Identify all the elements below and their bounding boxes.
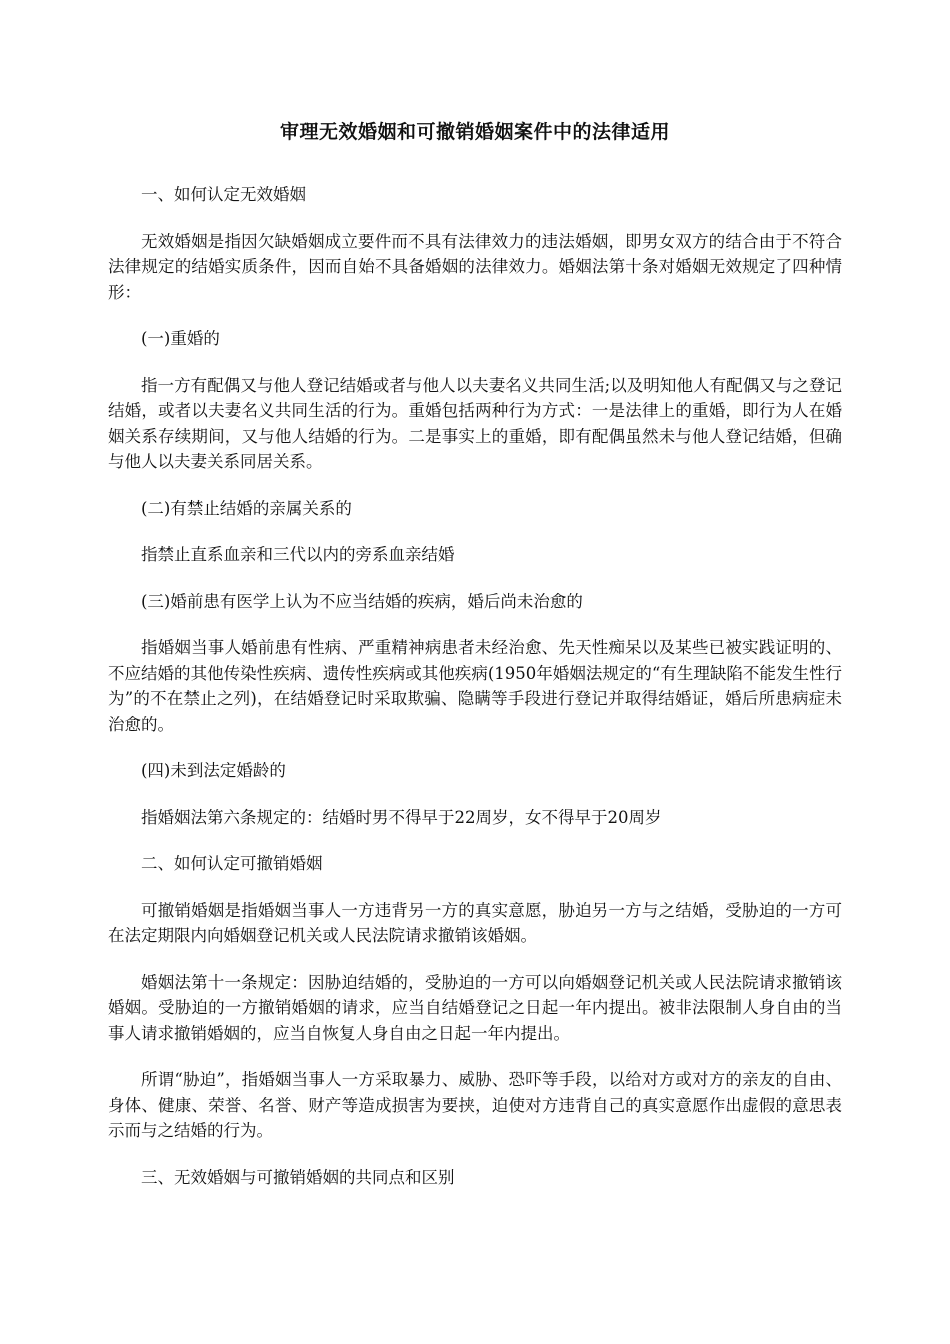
paragraph-invalid-marriage-definition: 无效婚姻是指因欠缺婚姻成立要件而不具有法律效力的违法婚姻，即男女双方的结合由于不符合法律规定的结婚实质条件，因而自始不具备婚姻的法律效力。婚姻法第十条对婚姻无效规定了四种情形： bbox=[108, 231, 842, 302]
subheading-disease: (三)婚前患有医学上认为不应当结婚的疾病，婚后尚未治愈的 bbox=[141, 591, 583, 611]
subheading-marriage-age: (四)未到法定婚龄的 bbox=[141, 761, 286, 780]
section-heading-2: 二、如何认定可撤销婚姻 bbox=[141, 854, 323, 873]
document-page bbox=[108, 118, 842, 1211]
paragraph-marriage-age: 指婚姻法第六条规定的：结婚时男不得早于22周岁，女不得早于20周岁 bbox=[141, 807, 662, 827]
paragraph-coercion: 所谓“胁迫”，指婚姻当事人一方采取暴力、威胁、恐吓等手段，以给对方或对方的亲友的自由、身体、健康、荣誉、名誉、财产等造成损害为要挟，迫使对方违背自己的真实意愿作出虚假的意思表示而与之结婚的行为。 bbox=[108, 1070, 842, 1140]
paragraph-bigamy: 指一方有配偶又与他人登记结婚或者与他人以夫妻名义共同生活;以及明知他人有配偶又与之登记结婚，或者以夫妻名义共同生活的行为。重婚包括两种行为方式：一是法律上的重婚，即行为人在婚姻关系存续期间，又与他人结婚的行为。二是事实上的重婚，即有配偶虽然未与他人登记结婚，但确与他人以夫妻关系同居关系。 bbox=[108, 375, 842, 471]
section-heading-1: 一、如何认定无效婚姻 bbox=[141, 185, 306, 204]
subheading-bigamy: (一)重婚的 bbox=[141, 329, 220, 348]
section-heading-3: 三、无效婚姻与可撤销婚姻的共同点和区别 bbox=[141, 1167, 455, 1187]
subheading-prohibited-kinship: (二)有禁止结婚的亲属关系的 bbox=[141, 498, 352, 518]
document-title: 审理无效婚姻和可撤销婚姻案件中的法律适用 bbox=[279, 121, 670, 143]
paragraph-voidable-definition: 可撤销婚姻是指婚姻当事人一方违背另一方的真实意愿，胁迫另一方与之结婚，受胁迫的一方可在法定期限内向婚姻登记机关或人民法院请求撤销该婚姻。 bbox=[108, 900, 842, 945]
paragraph-article-eleven: 婚姻法第十一条规定：因胁迫结婚的，受胁迫的一方可以向婚姻登记机关或人民法院请求撤销该婚姻。受胁迫的一方撤销婚姻的请求，应当自结婚登记之日起一年内提出。被非法限制人身自由的当事人请求撤销婚姻的，应当自恢复人身自由之日起一年内提出。 bbox=[108, 972, 842, 1043]
paragraph-disease: 指婚姻当事人婚前患有性病、严重精神病患者未经治愈、先天性痴呆以及某些已被实践证明的、不应结婚的其他传染性疾病、遗传性疾病或其他疾病(1950年婚姻法规定的“有生理缺陷不能发生性行为”的不在禁止之列)，在结婚登记时采取欺骗、隐瞒等手段进行登记并取得结婚证，婚后所患病症未治愈的。 bbox=[108, 638, 842, 734]
paragraph-prohibited-kinship: 指禁止直系血亲和三代以内的旁系血亲结婚 bbox=[141, 545, 455, 564]
